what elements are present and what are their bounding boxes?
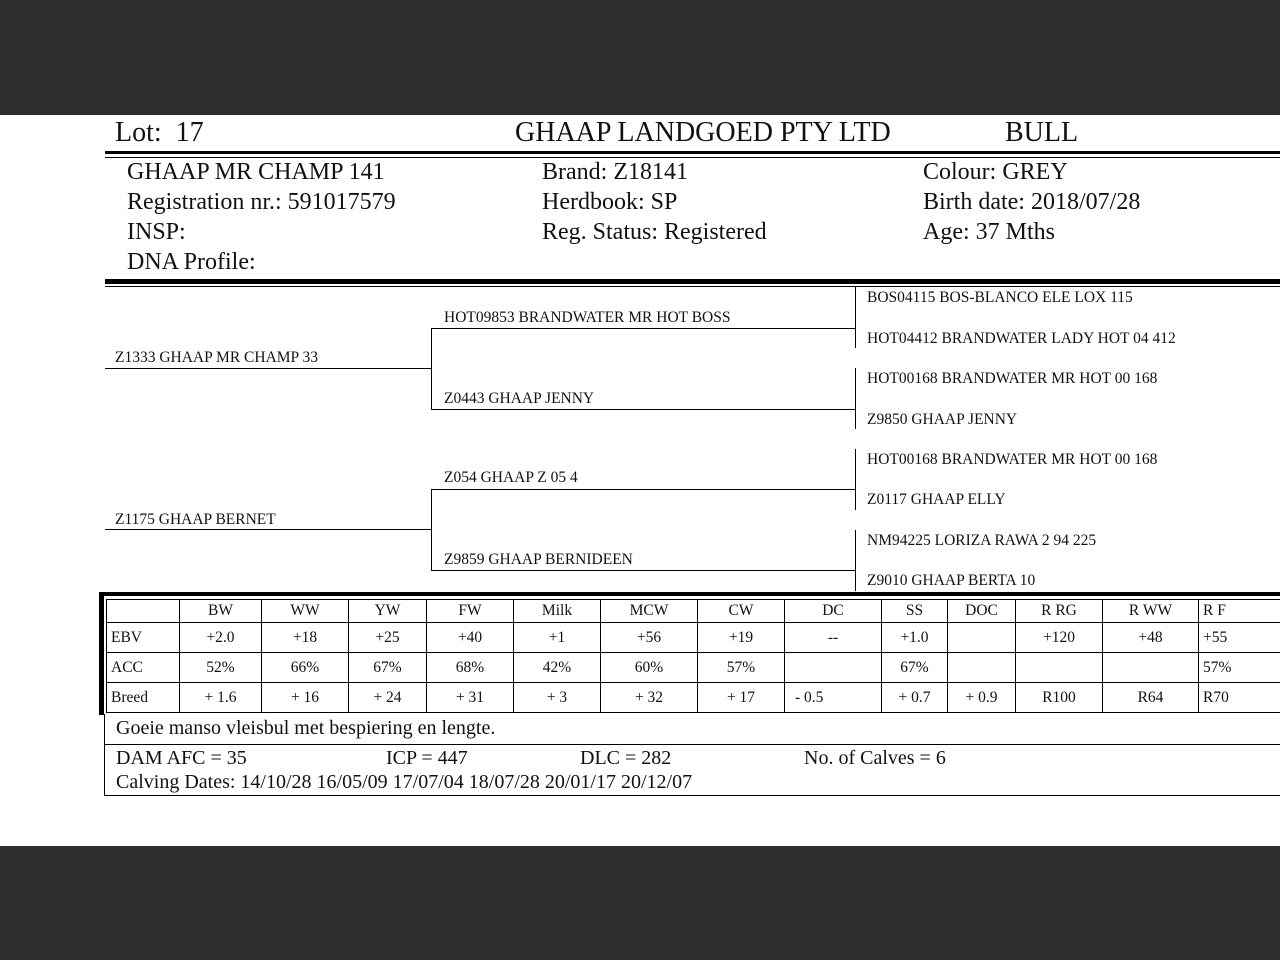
pedigree-dam-bracket	[431, 489, 432, 571]
ebv-cell: + 0.9	[948, 683, 1016, 713]
pedigree-g3-3: HOT00168 BRANDWATER MR HOT 00 168	[867, 370, 1158, 387]
ebv-row-label: Breed	[107, 683, 180, 713]
calving-dates: Calving Dates: 14/10/28 16/05/09 17/07/04 18/07/28 20/01/17 20/12/07	[116, 771, 693, 793]
ebv-cell: + 1.6	[180, 683, 262, 713]
lot-label	[115, 117, 204, 149]
pedigree-sire-bracket	[431, 328, 432, 410]
ebv-row-breed	[107, 683, 1280, 713]
pedigree-g3-6: Z0117 GHAAP ELLY	[867, 491, 1006, 508]
ebv-header-cell: CW	[698, 600, 785, 623]
dna-profile-label: DNA Profile:	[127, 249, 256, 275]
insp-label: INSP:	[127, 219, 186, 245]
ebv-header-cell: DC	[785, 600, 882, 623]
ebv-cell	[948, 653, 1016, 683]
ebv-row-ebv	[107, 623, 1280, 653]
ebv-cell: - 0.5	[785, 683, 882, 713]
breeder-name: GHAAP LANDGOED PTY LTD	[515, 117, 891, 148]
colour: Colour: GREY	[923, 159, 1068, 185]
ebv-header-row	[107, 600, 1280, 623]
pedigree-g3-8: Z9010 GHAAP BERTA 10	[867, 572, 1036, 589]
ebv-cell: + 16	[262, 683, 349, 713]
ebv-header-cell: FW	[427, 600, 514, 623]
ebv-cell: +1	[514, 623, 601, 653]
header-rule-thick	[105, 151, 1280, 154]
registration-status: Reg. Status: Registered	[542, 219, 767, 245]
header-rule-thin	[105, 157, 1280, 158]
ebv-cell: +48	[1103, 623, 1199, 653]
ebv-header-cell: SS	[882, 600, 948, 623]
pedigree-g3-2: HOT04412 BRANDWATER LADY HOT 04 412	[867, 330, 1176, 347]
ebv-cell: +18	[262, 623, 349, 653]
ebv-cell	[1103, 653, 1199, 683]
ebv-cell: + 17	[698, 683, 785, 713]
dam-calves: No. of Calves = 6	[804, 747, 946, 769]
ebv-cell: 57%	[698, 653, 785, 683]
lot-number: 17	[175, 117, 204, 148]
dam-afc: DAM AFC = 35	[116, 747, 247, 769]
ebv-cell: + 31	[427, 683, 514, 713]
footer-left-rule	[104, 714, 105, 796]
ebv-header-cell: DOC	[948, 600, 1016, 623]
ebv-cell: +120	[1016, 623, 1103, 653]
registration-number: Registration nr.: 591017579	[127, 189, 396, 215]
ebv-header-cell: MCW	[601, 600, 698, 623]
ebv-row-label: EBV	[107, 623, 180, 653]
info-rule-thin	[105, 286, 1280, 287]
ebv-cell: 52%	[180, 653, 262, 683]
comment-rule	[104, 744, 1280, 745]
pedigree-dam: Z1175 GHAAP BERNET	[115, 511, 276, 528]
dam-icp: ICP = 447	[386, 747, 468, 769]
pedigree-dam-sire: Z054 GHAAP Z 05 4	[444, 469, 578, 486]
ebv-cell: +25	[349, 623, 427, 653]
ebv-cell: +56	[601, 623, 698, 653]
brand: Brand: Z18141	[542, 159, 688, 185]
ebv-cell: R64	[1103, 683, 1199, 713]
animal-name: GHAAP MR CHAMP 141	[127, 159, 385, 185]
ebv-cell: +40	[427, 623, 514, 653]
dam-dlc: DLC = 282	[580, 747, 672, 769]
ebv-cell: + 0.7	[882, 683, 948, 713]
lot-label-text: Lot:	[115, 117, 162, 148]
ebv-top-rule	[99, 592, 1280, 596]
pedigree-g3-7: NM94225 LORIZA RAWA 2 94 225	[867, 532, 1097, 549]
ebv-cell: --	[785, 623, 882, 653]
ebv-header-cell: Milk	[514, 600, 601, 623]
ebv-cell: + 32	[601, 683, 698, 713]
pedigree-g3-1: BOS04115 BOS-BLANCO ELE LOX 115	[867, 289, 1133, 306]
footer-bottom-rule	[104, 795, 1280, 796]
pedigree-ds-line	[431, 489, 856, 490]
animal-sex: BULL	[1005, 117, 1079, 148]
pedigree-g3-bracket-4	[855, 530, 856, 591]
ebv-cell: 67%	[882, 653, 948, 683]
info-rule-thick	[105, 279, 1280, 284]
herdbook: Herdbook: SP	[542, 189, 678, 215]
age: Age: 37 Mths	[923, 219, 1055, 245]
pedigree-dam-dam: Z9859 GHAAP BERNIDEEN	[444, 551, 633, 568]
comment-text: Goeie manso vleisbul met bespiering en lengte.	[116, 717, 496, 739]
pedigree-sd-line	[431, 409, 856, 410]
pedigree-sire-line	[105, 368, 432, 369]
ebv-cell: 42%	[514, 653, 601, 683]
pedigree-g3-bracket-2	[855, 368, 856, 429]
lot-sheet	[0, 115, 1280, 846]
pedigree-g3-4: Z9850 GHAAP JENNY	[867, 411, 1018, 428]
pedigree-g3-5: HOT00168 BRANDWATER MR HOT 00 168	[867, 451, 1158, 468]
ebv-cell	[1016, 653, 1103, 683]
ebv-cell: 57%	[1199, 653, 1280, 683]
ebv-row-label: ACC	[107, 653, 180, 683]
pedigree-g3-bracket-1	[855, 287, 856, 348]
ebv-header-cell: BW	[180, 600, 262, 623]
ebv-cell: + 3	[514, 683, 601, 713]
ebv-cell	[785, 653, 882, 683]
pedigree-sire-sire: HOT09853 BRANDWATER MR HOT BOSS	[444, 309, 731, 326]
ebv-cell: 68%	[427, 653, 514, 683]
ebv-header-cell: WW	[262, 600, 349, 623]
pedigree-g3-bracket-3	[855, 449, 856, 510]
ebv-cell: +2.0	[180, 623, 262, 653]
birth-date: Birth date: 2018/07/28	[923, 189, 1141, 215]
ebv-row-acc	[107, 653, 1280, 683]
ebv-cell	[948, 623, 1016, 653]
ebv-cell: +19	[698, 623, 785, 653]
ebv-cell: R70	[1199, 683, 1280, 713]
ebv-table	[106, 599, 1280, 713]
ebv-header-cell: R WW	[1103, 600, 1199, 623]
ebv-cell: +1.0	[882, 623, 948, 653]
ebv-header-cell	[107, 600, 180, 623]
ebv-cell: 66%	[262, 653, 349, 683]
pedigree-ss-line	[431, 328, 856, 329]
pedigree-sire-dam: Z0443 GHAAP JENNY	[444, 390, 595, 407]
ebv-header-cell: R F	[1199, 600, 1280, 623]
ebv-cell: 60%	[601, 653, 698, 683]
pedigree-sire: Z1333 GHAAP MR CHAMP 33	[115, 349, 318, 366]
ebv-cell: +55	[1199, 623, 1280, 653]
ebv-left-rule	[99, 592, 104, 715]
ebv-header-cell: R RG	[1016, 600, 1103, 623]
ebv-cell: 67%	[349, 653, 427, 683]
ebv-cell: R100	[1016, 683, 1103, 713]
ebv-header-cell: YW	[349, 600, 427, 623]
pedigree-dd-line	[431, 570, 856, 571]
ebv-cell: + 24	[349, 683, 427, 713]
pedigree-dam-line	[105, 529, 432, 530]
